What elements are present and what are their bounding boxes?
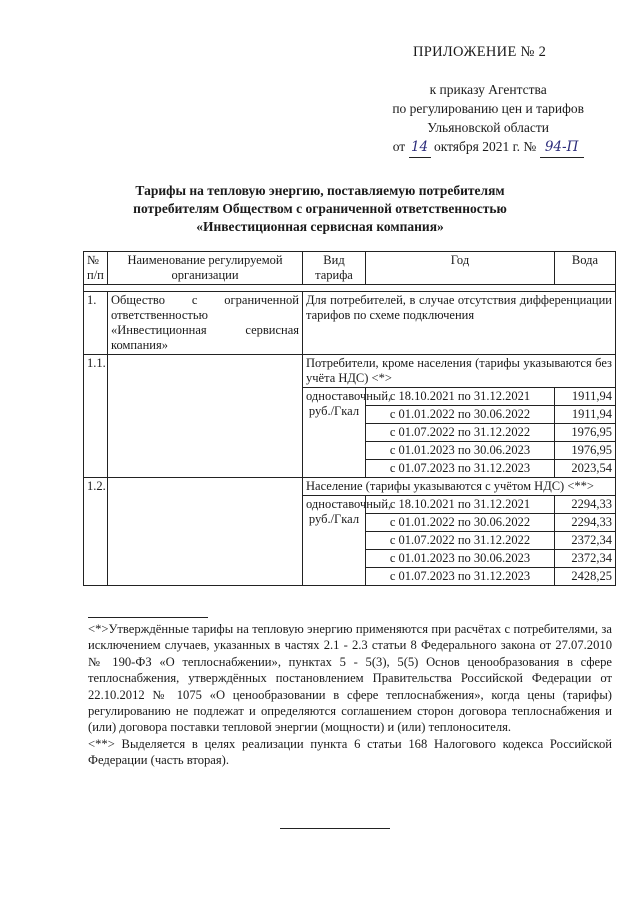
footnotes [88,621,612,769]
appendix-title: ПРИЛОЖЕНИЕ № 2 [413,44,547,60]
value-cell: 2372,34 [555,550,616,568]
order-line-4 [392,137,584,158]
order-line-3: Ульяновской области [427,120,550,135]
row-num: 1.2. [84,478,108,586]
title-line-3: «Инвестиционная сервисная компания» [196,219,444,234]
period-cell: с 18.10.2021 по 31.12.2021 [366,388,555,406]
title-line-2: потребителям Обществом с ограниченной ответственностью [133,201,507,216]
row-note: Для потребителей, в случае отсутствия дифференциации тарифов по схеме подключения [303,292,616,355]
title-line-1: Тарифы на тепловую энергию, поставляемую потребителям [135,183,505,198]
tariff-table [83,251,616,586]
header-water: Вода [555,252,616,285]
value-cell: 2294,33 [555,496,616,514]
footnote-divider [88,617,208,618]
period-cell: с 01.07.2023 по 31.12.2023 [366,568,555,586]
value-cell: 2294,33 [555,514,616,532]
period-cell: с 01.07.2022 по 31.12.2022 [366,532,555,550]
value-cell: 1911,94 [555,388,616,406]
order-reference [392,80,584,158]
period-cell: с 01.07.2023 по 31.12.2023 [366,460,555,478]
spacer-row [84,285,616,292]
header-num: № п/п [84,252,108,285]
value-cell: 1911,94 [555,406,616,424]
end-divider [280,828,390,829]
order-number: 94-П [540,138,584,158]
value-cell: 1976,95 [555,442,616,460]
order-month-year: октября 2021 г. № [433,139,537,154]
value-cell: 2372,34 [555,532,616,550]
empty-cell [108,478,303,586]
value-cell: 1976,95 [555,424,616,442]
period-cell: с 01.01.2022 по 30.06.2022 [366,406,555,424]
footnote-1: <*>Утверждённые тарифы на тепловую энергию применяются при расчётах с потребителями, за исключением случаев, указанных в частях 2.1 - 2.3 статьи 8 Федерального закона от 27.07.2010 № 190-ФЗ «О теплоснабжении», пунктах 5 - 5(3), 5(5) Основ ценообразования в сфере теплоснабжения, утверждённых постановлением Правительства Российской Федерации от 22.10.2012 № 1075 «О ценообразовании в сфере теплоснабжения», когда цены (тарифы) регулированию не подлежат и определяются соглашением сторон договора теплоснабжения и (или) договора поставки тепловой энергии (мощности) и (или) теплоносителя. [88,622,612,735]
row-org: Общество с ограниченной ответственностью «Инвестиционная сервисная компания» [108,292,303,355]
row-num: 1.1. [84,355,108,478]
order-day: 14 [409,138,431,158]
empty-cell [108,355,303,478]
period-cell: с 01.01.2022 по 30.06.2022 [366,514,555,532]
group-label: Население (тарифы указываются с учётом НДС) <**> [303,478,616,496]
period-cell: с 18.10.2021 по 31.12.2021 [366,496,555,514]
tariff-type: одноставочный, руб./Гкал [303,388,366,478]
group-label: Потребители, кроме населения (тарифы указываются без учёта НДС) <*> [303,355,616,388]
table-row [84,355,616,388]
table-row [84,478,616,496]
period-cell: с 01.01.2023 по 30.06.2023 [366,550,555,568]
value-cell: 2428,25 [555,568,616,586]
order-line-1: к приказу Агентства [429,82,547,97]
value-cell: 2023,54 [555,460,616,478]
row-num: 1. [84,292,108,355]
period-cell: с 01.07.2022 по 31.12.2022 [366,424,555,442]
tariff-type: одноставочный, руб./Гкал [303,496,366,586]
footnote-2: <**> Выделяется в целях реализации пункта 6 статьи 168 Налогового кодекса Российской Федерации (часть вторая). [88,736,612,768]
header-year: Год [366,252,555,285]
table-header-row [84,252,616,285]
order-from: от [392,139,406,154]
header-type: Вид тарифа [303,252,366,285]
order-line-2: по регулированию цен и тарифов [392,101,584,116]
header-org: Наименование регулируемой организации [108,252,303,285]
table-row [84,292,616,355]
period-cell: с 01.01.2023 по 30.06.2023 [366,442,555,460]
document-title [80,182,560,236]
